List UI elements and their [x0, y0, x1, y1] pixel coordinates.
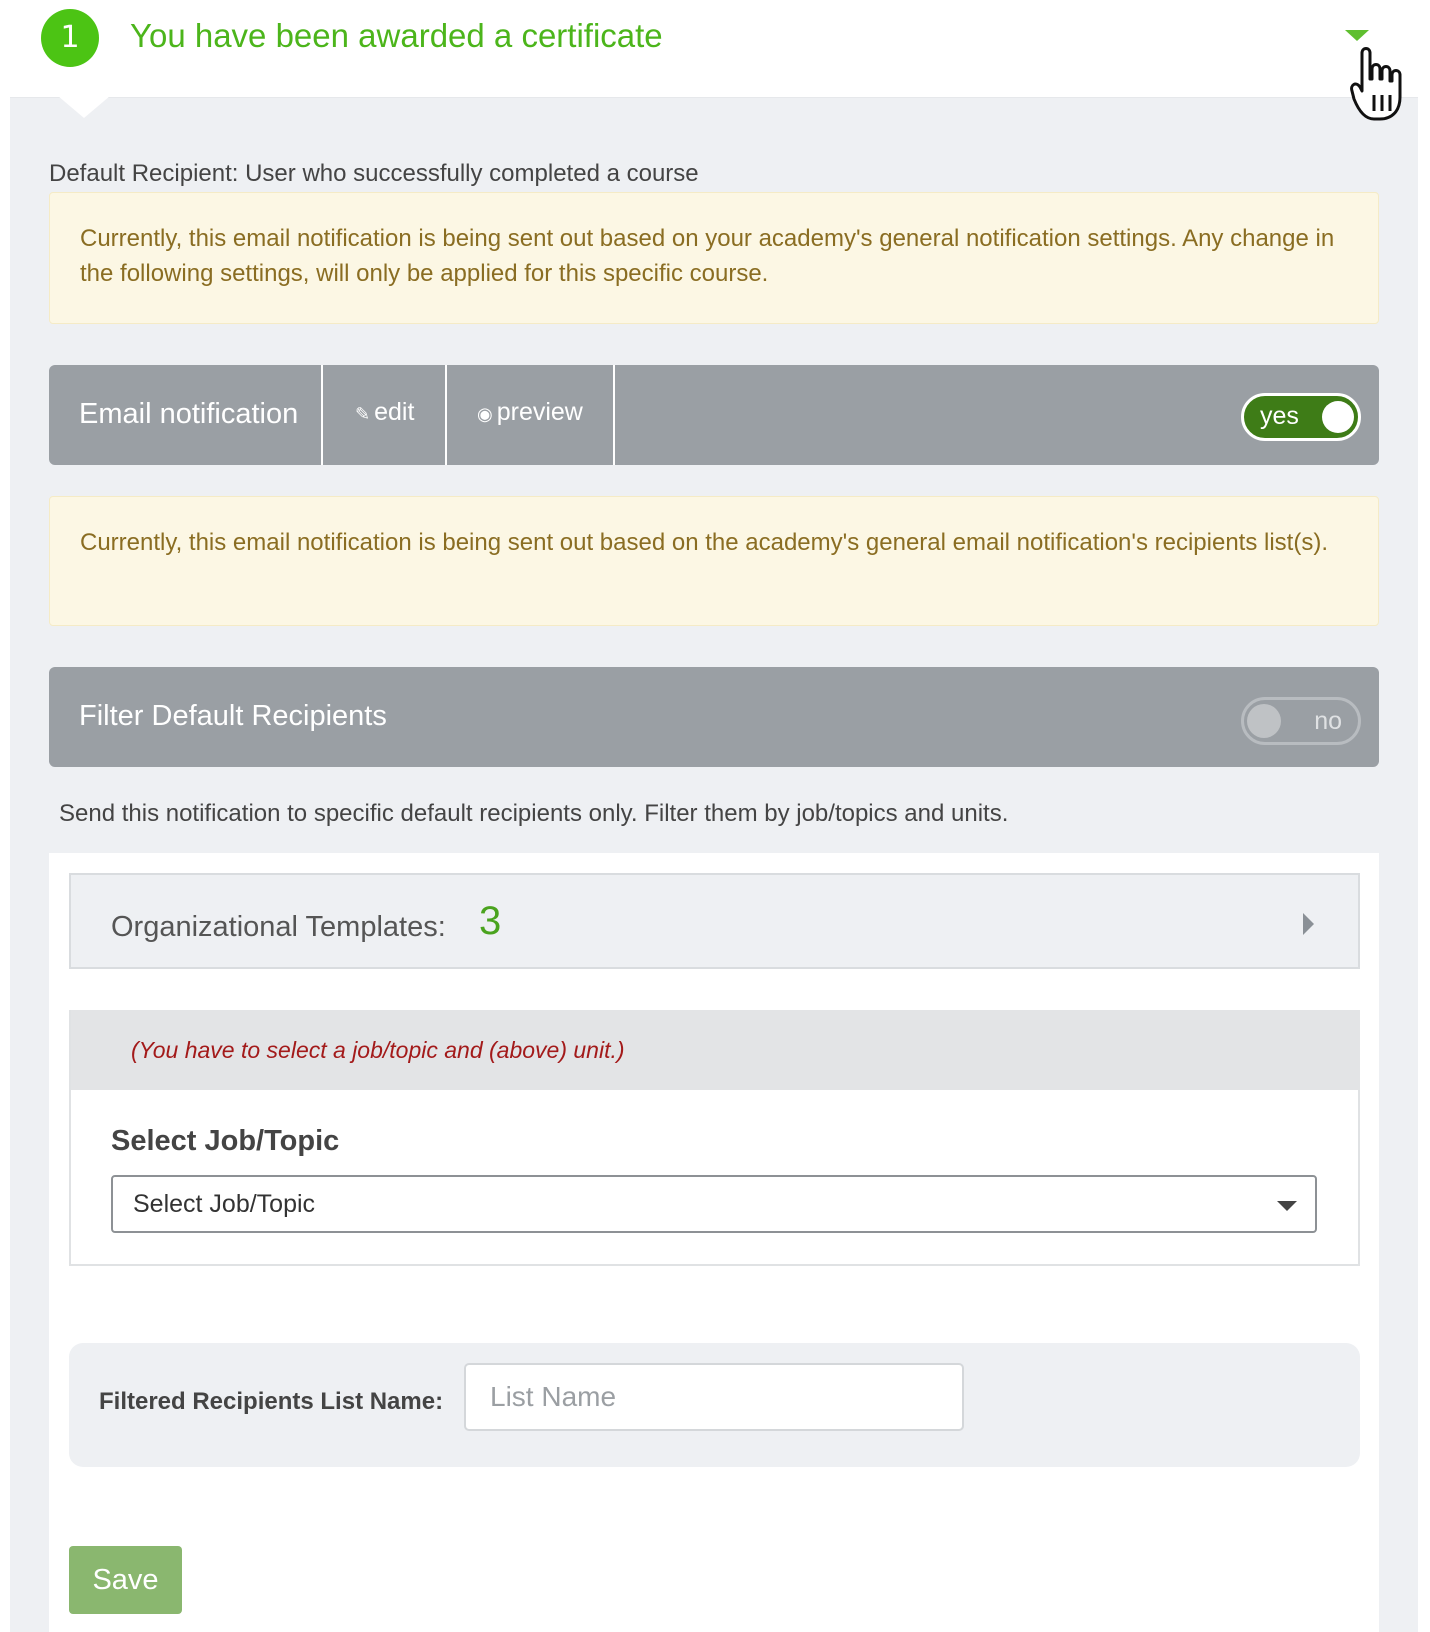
list-name-section — [69, 1343, 1360, 1467]
caret-down-icon — [1277, 1201, 1297, 1211]
default-recipient-text: Default Recipient: User who successfully completed a course — [49, 160, 699, 187]
job-topic-warning: (You have to select a job/topic and (above) unit.) — [131, 1037, 625, 1063]
notification-header[interactable] — [10, 0, 1418, 98]
org-templates-count: 3 — [479, 899, 502, 943]
email-notification-toggle[interactable] — [1241, 393, 1361, 441]
save-button[interactable]: Save — [69, 1546, 182, 1614]
caret-down-icon[interactable] — [1345, 30, 1369, 41]
step-number-badge: 1 — [41, 9, 99, 67]
job-topic-label: Select Job/Topic — [111, 1125, 340, 1157]
notification-title[interactable]: You have been awarded a certificate — [130, 17, 663, 54]
toggle-knob — [1322, 401, 1354, 433]
filter-recipients-toggle[interactable] — [1241, 697, 1361, 745]
org-templates-accordion[interactable] — [69, 873, 1360, 969]
toggle-no-label: no — [1314, 707, 1342, 735]
filter-default-recipients-label: Filter Default Recipients — [79, 700, 387, 732]
hand-pointer-icon — [1350, 45, 1422, 123]
recipients-list-alert: Currently, this email notification is being sent out based on the academy's general email notification's recipients list(s). — [49, 496, 1379, 626]
job-topic-selected: Select Job/Topic — [133, 1190, 316, 1218]
divider — [321, 365, 323, 465]
header-pointer-arrow — [58, 96, 110, 118]
preview-button[interactable] — [477, 398, 583, 427]
notification-panel — [10, 0, 1418, 1632]
pencil-icon: ✎ — [355, 404, 371, 424]
edit-button[interactable] — [355, 398, 414, 427]
email-notification-bar — [49, 365, 1379, 465]
edit-label: edit — [374, 398, 415, 426]
list-name-label: Filtered Recipients List Name: — [99, 1388, 444, 1415]
org-templates-label: Organizational Templates: — [111, 911, 446, 943]
toggle-yes-label: yes — [1260, 402, 1299, 430]
caret-right-icon[interactable] — [1303, 913, 1314, 935]
eye-icon: ◉ — [477, 404, 493, 424]
job-topic-select[interactable] — [111, 1175, 1317, 1233]
divider — [613, 365, 615, 465]
filter-description: Send this notification to specific default recipients only. Filter them by job/topics and units. — [59, 800, 1009, 827]
general-settings-alert: Currently, this email notification is being sent out based on your academy's general notification settings. Any change in the following settings, will only be applied for this specific course. — [49, 192, 1379, 324]
filter-default-recipients-bar — [49, 667, 1379, 767]
email-notification-label: Email notification — [79, 398, 299, 430]
list-name-input[interactable] — [464, 1363, 964, 1431]
divider — [445, 365, 447, 465]
job-topic-section — [69, 1010, 1360, 1266]
toggle-knob — [1247, 704, 1281, 738]
job-warning-bar — [71, 1010, 1360, 1090]
preview-label: preview — [496, 398, 583, 426]
